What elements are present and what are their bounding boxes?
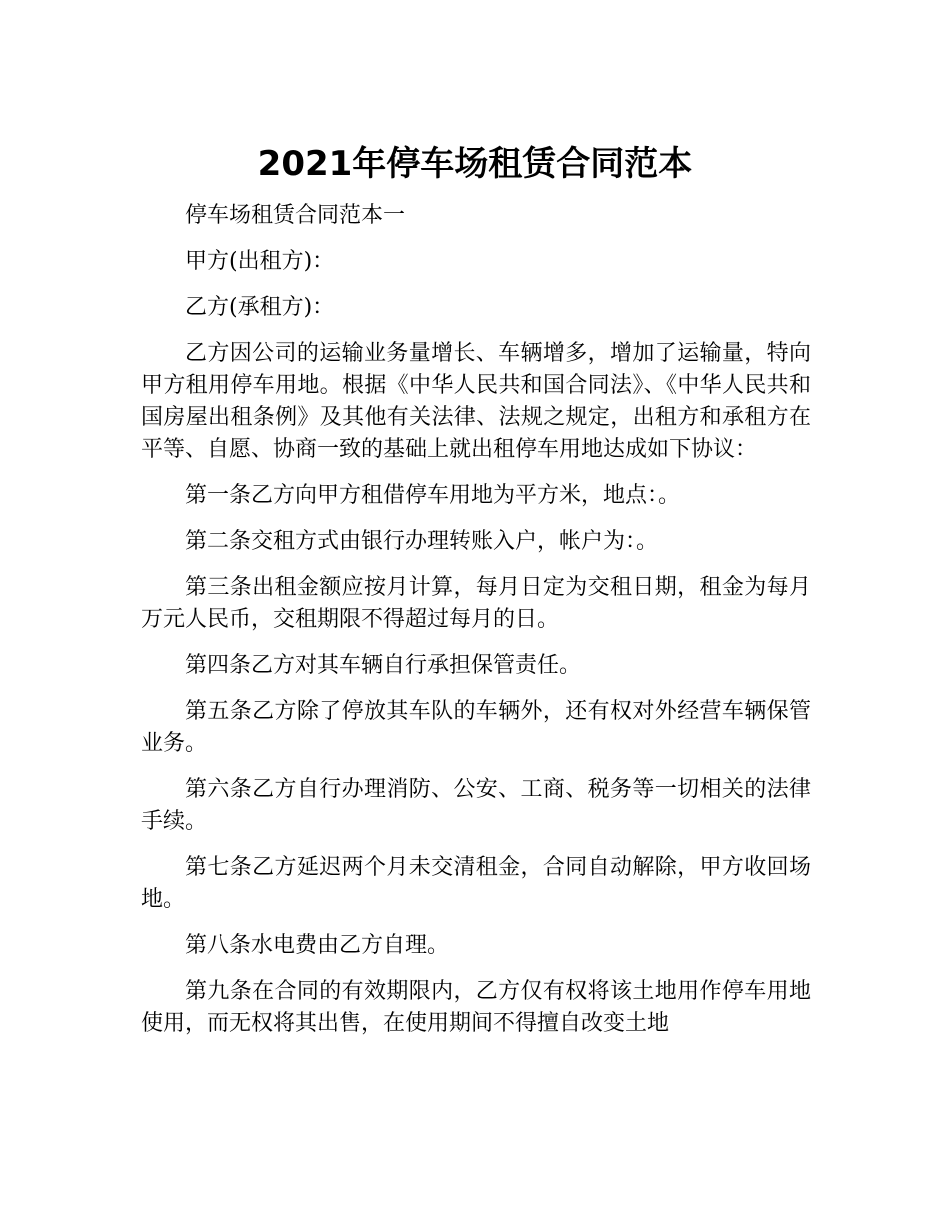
paragraph-article-8: 第八条水电费由乙方自理。 <box>185 933 450 958</box>
paragraph-article-1: 第一条乙方向甲方租借停车用地为平方米，地点：。 <box>185 483 681 508</box>
paragraph-article-2: 第二条交租方式由银行办理转账入户，帐户为：。 <box>185 529 659 554</box>
document-title: 2021年停车场租赁合同范本 <box>257 143 693 184</box>
paragraph-article-3: 第三条出租金额应按月计算，每月日定为交租日期，租金为每月万元人民币，交租期限不得超过每月的日。 <box>141 575 811 632</box>
paragraph-party-a: 甲方(出租方)： <box>185 249 335 274</box>
paragraph-article-4: 第四条乙方对其车辆自行承担保管责任。 <box>185 653 582 678</box>
paragraph-article-9: 第九条在合同的有效期限内，乙方仅有权将该土地用作停车用地使用，而无权将其出售，在使用期间不得擅自改变土地 <box>141 979 811 1036</box>
paragraph-heading: 停车场租赁合同范本一 <box>185 203 406 228</box>
paragraph-preamble: 乙方因公司的运输业务量增长、车辆增多，增加了运输量，特向甲方租用停车用地。根据《中华人民共和国合同法》、《中华人民共和国房屋出租条例》及其他有关法律、法规之规定，出租方和承租方在平等、自愿、协商一致的基础上就出租停车用地达成如下协议： <box>141 341 811 462</box>
paragraph-party-b: 乙方(承租方)： <box>185 295 335 320</box>
paragraph-article-6: 第六条乙方自行办理消防、公安、工商、税务等一切相关的法律手续。 <box>141 777 811 834</box>
document-body <box>141 200 811 1054</box>
paragraph-article-5: 第五条乙方除了停放其车队的车辆外，还有权对外经营车辆保管业务。 <box>141 699 811 756</box>
paragraph-article-7: 第七条乙方延迟两个月未交清租金，合同自动解除，甲方收回场地。 <box>141 855 811 912</box>
